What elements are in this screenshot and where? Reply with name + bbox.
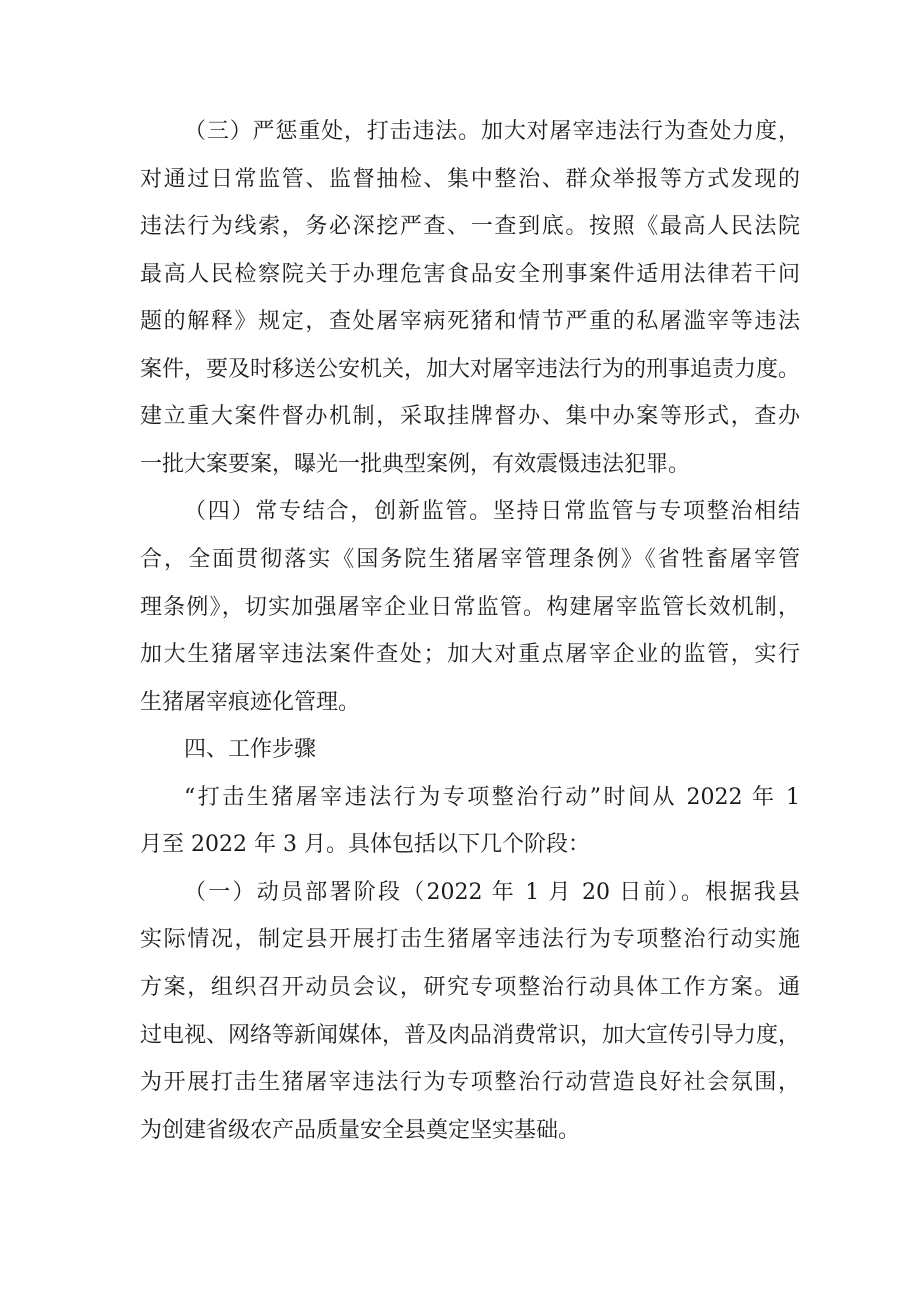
paragraph-line: 实际情况，制定县开展打击生猪屠宰违法行为专项整治行动实施 (140, 927, 800, 952)
paragraph-line: “打击生猪屠宰违法行为专项整治行动”时间从 2022 年 1 (184, 785, 800, 810)
paragraph-line: 为创建省级农产品质量安全县奠定坚实基础。 (140, 1118, 581, 1143)
paragraph-line: 理条例》，切实加强屠宰企业日常监管。构建屠宰监管长效机制， (140, 595, 800, 620)
paragraph-line: 为开展打击生猪屠宰违法行为专项整治行动营造良好社会氛围， (140, 1070, 800, 1095)
paragraph-line: 生猪屠宰痕迹化管理。 (140, 690, 361, 715)
paragraph-line: 最高人民检察院关于办理危害食品安全刑事案件适用法律若干问 (140, 262, 800, 287)
paragraph-line: 方案，组织召开动员会议，研究专项整治行动具体工作方案。通 (140, 975, 800, 1000)
paragraph-line: （一）动员部署阶段（2022 年 1 月 20 日前）。根据我县 (184, 880, 800, 905)
paragraph-line: 案件，要及时移送公安机关，加大对屠宰违法行为的刑事追责力度。 (140, 357, 800, 382)
paragraph-line: 一批大案要案，曝光一批典型案例，有效震慑违法犯罪。 (140, 452, 691, 477)
paragraph-line: 加大生猪屠宰违法案件查处；加大对重点屠宰企业的监管，实行 (140, 642, 800, 667)
paragraph-line: 月至 2022 年 3 月。具体包括以下几个阶段： (140, 832, 590, 857)
paragraph-line: 违法行为线索，务必深挖严查、一查到底。按照《最高人民法院 (140, 214, 800, 239)
paragraph-line: 建立重大案件督办机制，采取挂牌督办、集中办案等形式，查办 (140, 404, 800, 429)
paragraph-line: 题的解释》规定，查处屠宰病死猪和情节严重的私屠滥宰等违法 (140, 309, 800, 334)
paragraph-line: 合，全面贯彻落实《国务院生猪屠宰管理条例》《省牲畜屠宰管 (140, 547, 800, 572)
paragraph-line: （四）常专结合，创新监管。坚持日常监管与专项整治相结 (184, 499, 800, 524)
paragraph-line: 对通过日常监管、监督抽检、集中整治、群众举报等方式发现的 (140, 167, 800, 192)
section-heading-text: 四、工作步骤 (184, 737, 317, 762)
paragraph-line: 过电视、网络等新闻媒体，普及肉品消费常识，加大宣传引导力度， (140, 1023, 800, 1048)
paragraph-line: （三）严惩重处，打击违法。加大对屠宰违法行为查处力度， (184, 119, 800, 144)
